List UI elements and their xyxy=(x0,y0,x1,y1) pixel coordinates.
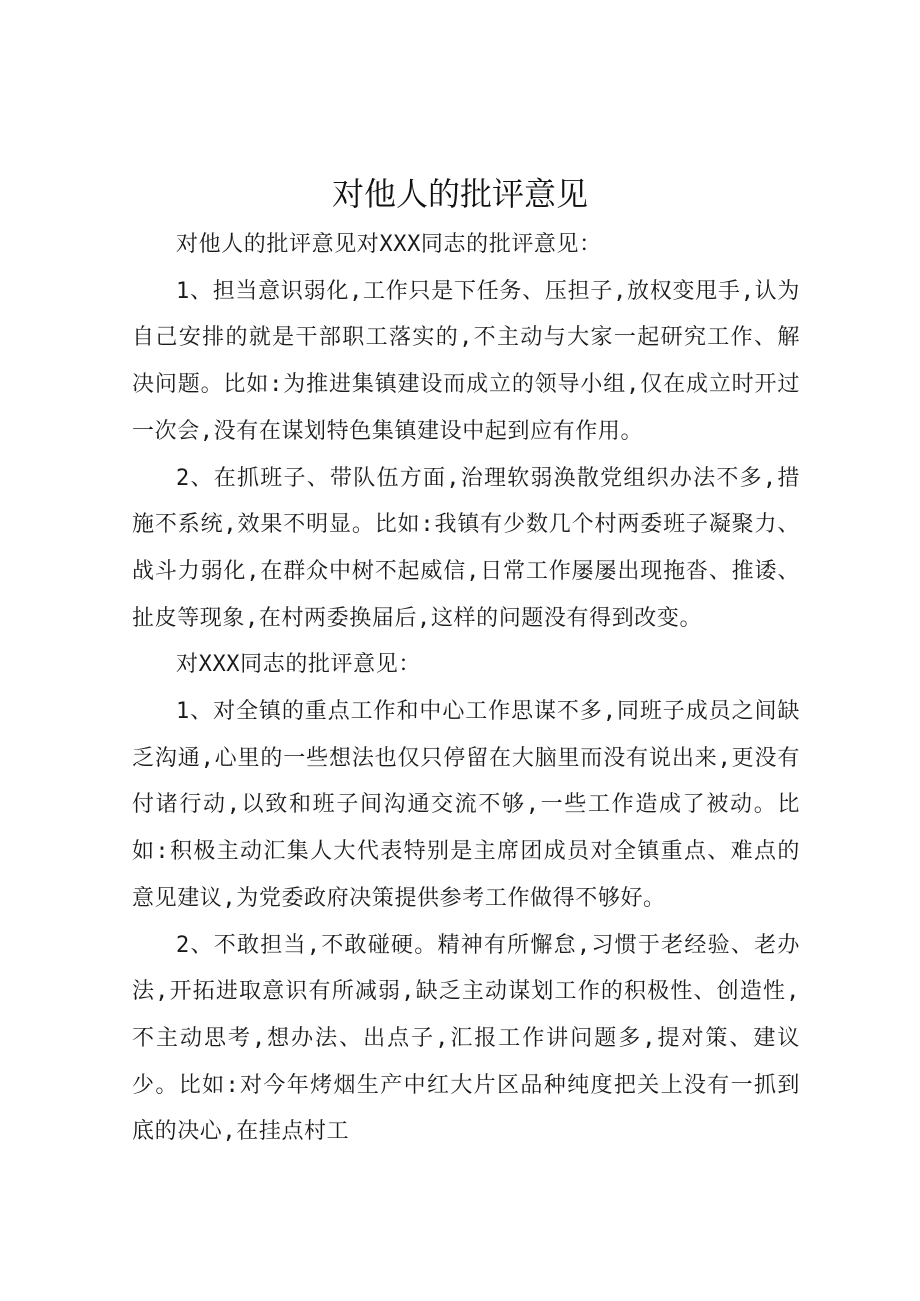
paragraph-item-2: 2、在抓班子、带队伍方面,治理软弱涣散党组织办法不多,措施不系统,效果不明显。比如:我镇有少数几个村两委班子凝聚力、战斗力弱化,在群众中树不起威信,日常工作屡屡出现拖沓、推诿、扯皮等现象,在村两委换届后,这样的问题没有得到改变。 xyxy=(132,465,800,631)
paragraph-section-heading: 对XXX同志的批评意见： xyxy=(176,652,421,678)
document-body xyxy=(132,222,800,1156)
document-title: 对他人的批评意见 xyxy=(331,175,588,213)
paragraph-item-2-second: 2、不敢担当,不敢碰硬。精神有所懈怠,习惯于老经验、老办法,开拓进取意识有所减弱,缺乏主动谋划工作的积极性、创造性,不主动思考,想办法、出点子,汇报工作讲问题多,提对策、建议少。比如:对今年烤烟生产中红大片区品种纯度把关上没有一抓到底的决心,在挂点村工 xyxy=(132,932,800,1145)
paragraph-item-1: 1、担当意识弱化,工作只是下任务、压担子,放权变甩手,认为自己安排的就是干部职工落实的,不主动与大家一起研究工作、解决问题。比如:为推进集镇建设而成立的领导小组,仅在成立时开过一次会,没有在谋划特色集镇建设中起到应有作用。 xyxy=(132,278,800,444)
paragraph-intro: 对他人的批评意见对XXX同志的批评意见： xyxy=(176,232,602,257)
paragraph-item-1-second: 1、对全镇的重点工作和中心工作思谋不多,同班子成员之间缺乏沟通,心里的一些想法也仅只停留在大脑里而没有说出来,更没有付诸行动,以致和班子间沟通交流不够,一些工作造成了被动。比如:积极主动汇集人大代表特别是主席团成员对全镇重点、难点的意见建议,为党委政府决策提供参考工作做得不够好。 xyxy=(132,699,800,911)
